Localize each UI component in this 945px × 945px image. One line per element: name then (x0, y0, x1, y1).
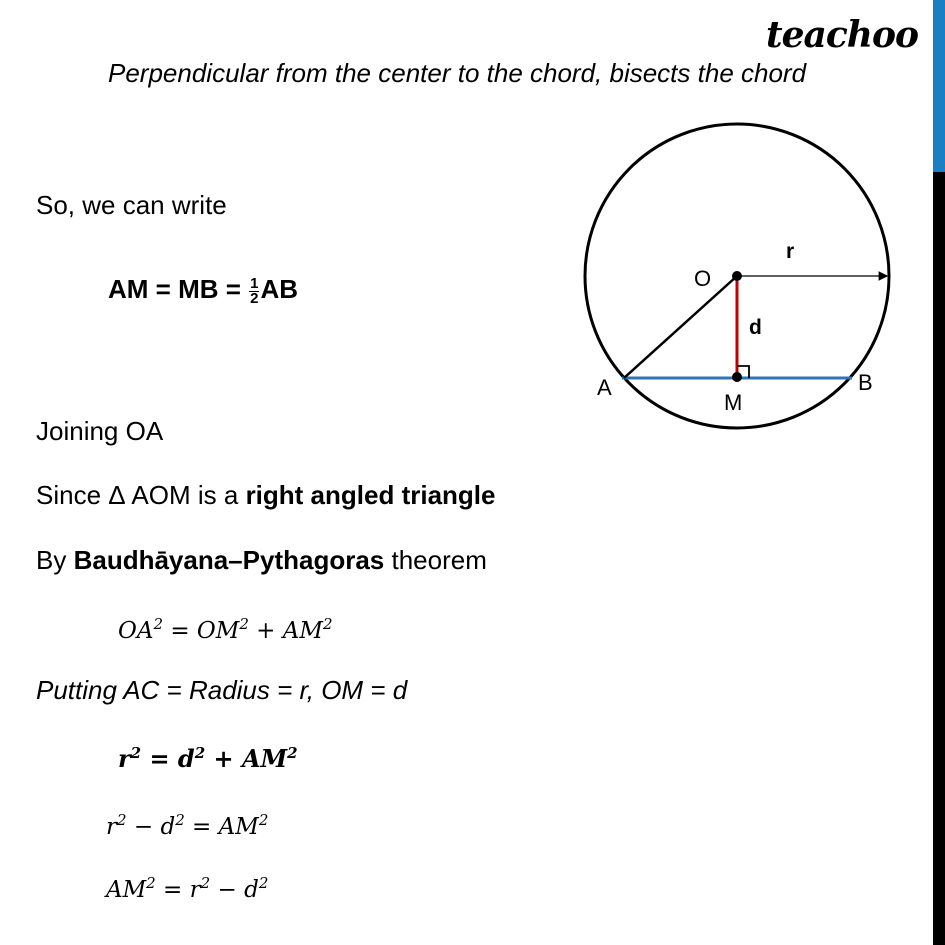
by-suffix: theorem (384, 545, 487, 575)
half-fraction: $\frac{1}{2}$ (250, 274, 259, 307)
label-m: M (724, 390, 743, 415)
teachoo-logo: teachoo (766, 14, 918, 56)
equation-pythagoras: $OA^2 = OM^2 + AM^2$ (118, 615, 333, 644)
am-mb-suffix: AB (260, 274, 299, 304)
circle-chord-diagram (570, 120, 910, 440)
label-d: d (749, 316, 762, 339)
text-since-aom (36, 480, 495, 510)
scrollbar-thumb[interactable] (933, 0, 945, 172)
by-prefix: By (36, 545, 74, 575)
equation-result: $AM^2 = r^2 - d^2$ (106, 874, 269, 903)
since-prefix: Since Δ AOM is a (36, 480, 246, 510)
text-theorem (36, 545, 487, 575)
text-so-we-can-write: So, we can write (36, 190, 227, 220)
equation-rearranged: $r^2 - d^2 = AM^2$ (106, 811, 269, 840)
foot-point-m (732, 372, 742, 382)
am-mb-prefix: AM = MB = (108, 274, 249, 304)
label-o: O (694, 266, 712, 291)
theorem-name: Baudhāyana–Pythagoras (73, 545, 385, 575)
label-b: B (858, 370, 873, 395)
equation-substituted: $r^2 = d^2 + AM^2$ (118, 744, 298, 773)
center-point-o (732, 271, 742, 281)
since-bold: right angled triangle (245, 480, 496, 510)
label-a: A (597, 375, 612, 400)
label-r: r (786, 240, 795, 263)
segment-oa (624, 276, 737, 378)
text-joining-oa: Joining OA (36, 416, 164, 446)
am-mb-relation (108, 274, 298, 306)
page-heading: Perpendicular from the center to the chord, bisects the chord (108, 58, 807, 88)
text-putting: Putting AC = Radius = r, OM = d (36, 675, 408, 705)
